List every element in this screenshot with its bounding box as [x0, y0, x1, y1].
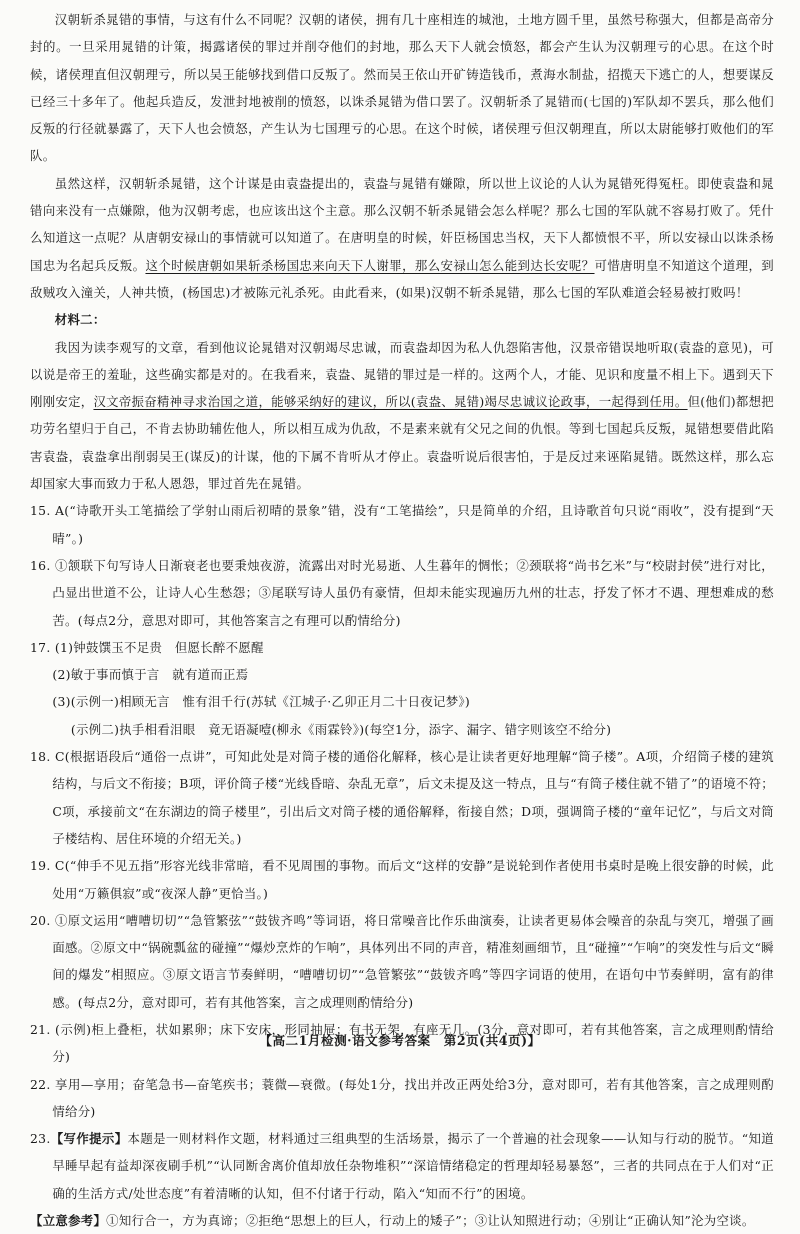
page-footer: 【高二1月检测·语文参考答案 第2页(共4页)】 [259, 1032, 541, 1048]
underlined-sentence: 汉文帝振奋精神寻求治国之道，能够采纳好的建议，所以(袁盎、晁错)竭尽忠诚议论政事，一起得到任用。 [93, 394, 688, 410]
reference-tag: 【立意参考】 [30, 1213, 107, 1229]
answer-17-3-example2: (示例二)执手相看泪眼 竟无语凝噎(柳永《雨霖铃》)(每空1分，添字、漏字、错字则该空不给分) [70, 721, 612, 737]
reference-text: ①知行合一，方为真谛；②拒绝“思想上的巨人，行动上的矮子”；③让认知照进行动；④别让“正确认知”沦为空谈。 [106, 1213, 755, 1229]
writing-hint-tag: 【写作提示】 [50, 1131, 128, 1147]
answer-21: 21. (示例)柜上叠柜，状如累卵；床下安床，形同抽屉；有书无架，有座无几。(3分，意对即可，若有其他答案，言之成理则酌情给分) [30, 1021, 774, 1065]
material1-paragraph2 [30, 170, 774, 306]
material2-paragraph [30, 334, 774, 498]
paragraph-text: 但(他们)都想把功劳名望归于自己，不肯去协助辅佐他人，所以相互成为仇敌，不是素来就有父兄之间的仇恨。等到七国起兵反叛，晁错想要借此陷害袁盎，袁盎拿出削弱吴王(谋反)的计谋，他的下属不肯听从才停止。袁盎听说后很害怕，于是反过来诬陷晁错。既然这样，那么忘却国家大事而致力于私人恩怨，罪过首先在晁错。 [30, 394, 774, 492]
writing-hint-text: 本题是一则材料作文题，材料通过三组典型的生活场景，揭示了一个普遍的社会现象——认知与行动的脱节。“知道早睡早起有益却深夜刷手机”“认同断舍离价值却放任杂物堆积”“深谙情绪稳定的哲理却轻易暴怒”，三者的共同点在于人们对“正确的生活方式/处世态度”有着清晰的认知，但不付诸于行动，陷入“知而不行”的困境。 [52, 1131, 774, 1201]
answer-15: 15. A(“诗歌开头工笔描绘了学射山雨后初晴的景象”错，没有“工笔描绘”，只是简单的介绍，且诗歌首句只说“雨收”，没有提到“天晴”。) [30, 503, 774, 546]
material1-paragraph1 [30, 6, 774, 170]
answer-23-reference [30, 1207, 774, 1234]
material2-heading: 材料二： [54, 312, 106, 328]
paragraph-text: 虽然这样，汉朝斩杀晁错，这个计谋是由袁盎提出的，袁盎与晁错有嫌隙，所以世上议论的人认为晁错死得冤枉。即使袁盎和晁错向来没有一点嫌隙，他为汉朝考虑，也应该出这个主意。那么汉朝不斩杀晁错会怎么样呢？那么七国的军队就不容易打败了。凭什么知道这一点呢？从唐朝安禄山的事情就可以知道了。在唐明皇的时候，奸臣杨国忠当权，天下人都愤恨不平，所以安禄山以诛杀杨国忠为名起兵反叛。 [30, 175, 774, 273]
answer-23: 23.【写作提示】本题是一则材料作文题，材料通过三组典型的生活场景，揭示了一个普遍的社会现象——认知与行动的脱节。“知道早睡早起有益却深夜刷手机”“认同断舍离价值却放任杂物堆积”“深谙情绪稳定的哲理却轻易暴怒”，三者的共同点在于人们对“正确的生活方式/处世态度”有着清晰的认知，但不付诸于行动，陷入“知而不行”的困境。 [30, 1131, 774, 1201]
answer-17-1: 17. (1)钟鼓馔玉不足贵 但愿长醉不愿醒 [30, 639, 264, 655]
answer-20: 20. ①原文运用“嘈嘈切切”“急管繁弦”“鼓钹齐鸣”等词语，将日常噪音比作乐曲演奏，让读者更易体会噪音的杂乱与突兀，增强了画面感。②原文中“锅碗瓢盆的碰撞”“爆炒烹炸的乍响”，具体列出不同的声音，精准刻画细节，且“碰撞”“乍响”的突发性与后文“瞬间的爆发”相照应。③原文语言节奏鲜明，“嘈嘈切切”“急管繁弦”“鼓钹齐鸣”等四字词语的使用，在语句中节奏鲜明，富有韵律感。(每点2分，意对即可，若有其他答案，言之成理则酌情给分) [30, 912, 774, 1010]
answer-17-3: (3)(示例一)相顾无言 惟有泪千行(苏轼《江城子·乙卯正月二十日夜记梦》) [52, 694, 471, 710]
answer-18: 18. C(根据语段后“通俗一点讲”，可知此处是对筒子楼的通俗化解释，核心是让读者更好地理解“筒子楼”。A项，介绍筒子楼的建筑结构，与后文不衔接；B项，评价筒子楼“光线昏暗、杂乱无章”，后文未提及这一特点，且与“有筒子楼住就不错了”的语境不符；C项，承接前文“在东湖边的筒子楼里”，引出后文对筒子楼的通俗解释，衔接自然；D项，强调筒子楼的“童年记忆”，与后文对筒子楼结构、居住环境的介绍无关。) [30, 749, 774, 846]
paragraph-text: 可惜唐明皇不知道这个道理，到敌贼攻入潼关，人神共愤，(杨国忠)才被陈元礼杀死。由此看来，(如果)汉朝不斩杀晁错，那么七国的军队难道会轻易被打败吗！ [30, 257, 774, 300]
underlined-sentence: 这个时候唐朝如果斩杀杨国忠来向天下人谢罪，那么安禄山怎么能到达长安呢？ [145, 257, 595, 273]
answer-22: 22. 享用—享用；奋笔急书—奋笔疾书；蓑微—衰微。(每处1分，找出并改正两处给3分，意对即可，若有其他答案，言之成理则酌情给分) [30, 1076, 774, 1119]
answer-16: 16. ①颔联下句写诗人日渐衰老也要秉烛夜游，流露出对时光易逝、人生暮年的惆怅；②颈联将“尚书乞米”与“校尉封侯”进行对比，凸显出世道不公，让诗人心生愁怨；③尾联写诗人虽仍有豪情，但却未能实现遍历九州的壮志，抒发了怀才不遇、理想难成的愁苦。(每点2分，意思对即可，其他答案言之有理可以酌情给分) [30, 557, 774, 628]
answer-17-2: (2)敏于事而慎于言 就有道而正焉 [52, 667, 249, 683]
paragraph-text: 汉朝斩杀晁错的事情，与这有什么不同呢？汉朝的诸侯，拥有几十座相连的城池，土地方圆千里，虽然号称强大，但都是高帝分封的。一旦采用晁错的计策，揭露诸侯的罪过并削夺他们的封地，那么天下人就会愤怒，都会产生认为汉朝理亏的心思。在这个时候，诸侯理直但汉朝理亏，所以吴王能够找到借口反叛了。然而吴王依山开矿铸造钱币，煮海水制盐，招揽天下逃亡的人，想要谋反已经三十多年了。他起兵造反，发泄封地被削的愤怒，以诛杀晁错为借口罢了。汉朝斩杀了晁错而(七国的)军队却不罢兵，那么他们反叛的行径就暴露了，天下人也会愤怒，产生认为七国理亏的心思。在这个时候，诸侯理亏但汉朝理直，所以太尉能够打败他们的军队。 [30, 12, 774, 164]
answer-19: 19. C(“伸手不见五指”形容光线非常暗，看不见周围的事物。而后文“这样的安静”是说轮到作者使用书桌时是晚上很安静的时候，此处用“万籁俱寂”或“夜深人静”更恰当。) [30, 858, 774, 901]
paragraph-text: 我因为读李观写的文章，看到他议论晁错对汉朝竭尽忠诚，而袁盎却因为私人仇怨陷害他，汉景帝错误地听取(袁盎的意见)，可以说是帝王的羞耻，这些确实都是对的。在我看来，袁盎、晁错的罪过是一样的。这两个人，才能、见识和度量不相上下。遇到天下刚刚安定， [30, 339, 774, 410]
